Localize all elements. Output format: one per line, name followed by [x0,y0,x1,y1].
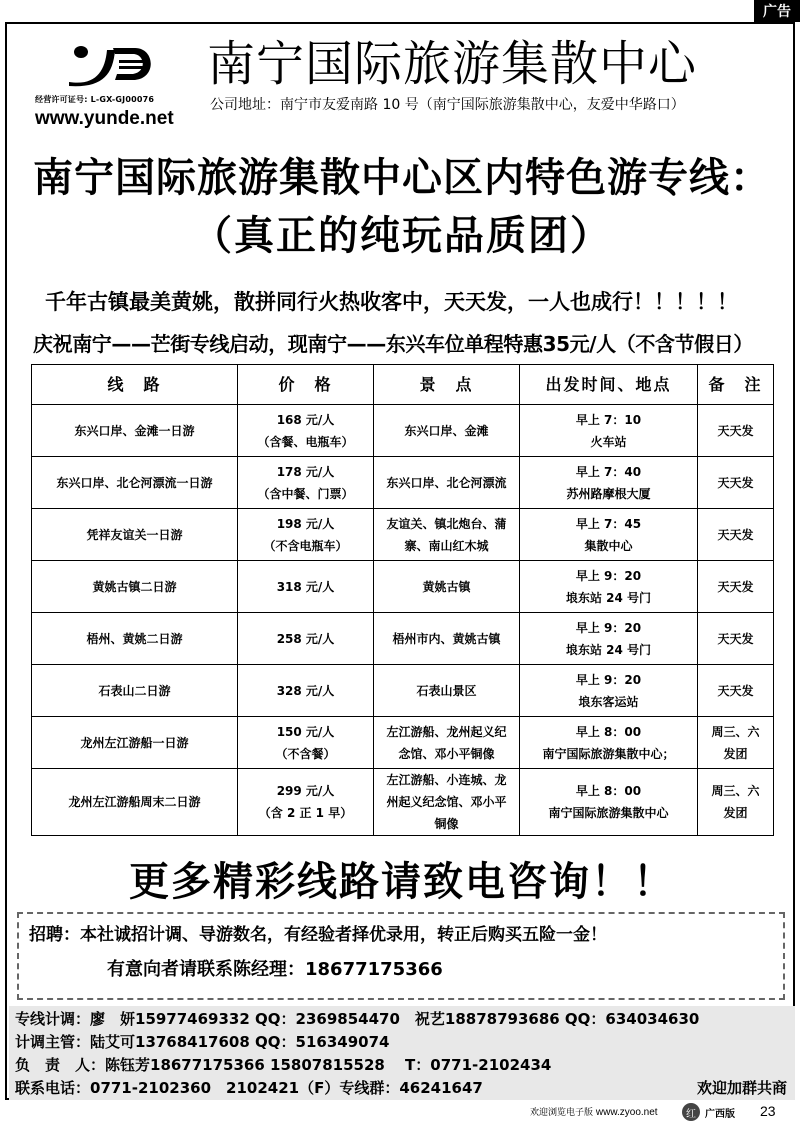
note-cell [698,405,774,457]
price-cell-line: （不含电瓶车） [263,538,348,553]
table-row [32,613,774,665]
price-cell-line: 168 元/人 [276,412,335,427]
departure-cell [520,665,698,717]
route-cell-line: 石表山二日游 [98,683,171,698]
note-cell-line: 天天发 [717,527,754,542]
footer-browse [530,1105,658,1118]
departure-cell-line: 早上 7：40 [575,464,642,479]
table-row [32,717,774,769]
note-cell-line: 发团 [723,746,748,761]
departure-cell [520,405,698,457]
departure-cell-line: 埌东客运站 [578,694,639,709]
column-header-sights: 景 点 [374,365,520,405]
contact-line-dispatch: 专线计调：廖 妍15977469332 QQ：2369854470 祝艺18878793686 QQ：634034630 [15,1010,700,1028]
note-cell [698,665,774,717]
price-cell-line: 178 元/人 [276,464,335,479]
sights-cell-line: 铜像 [434,817,459,831]
sights-cell [374,717,520,769]
route-cell [32,457,238,509]
departure-cell-line: 埌东站 24 号门 [565,590,652,605]
note-cell [698,457,774,509]
price-cell [238,561,374,613]
advertisement-frame [5,22,795,1100]
price-cell-line: 258 元/人 [276,631,335,646]
price-cell-line: （不含餐） [275,746,336,761]
sights-cell [374,769,520,836]
departure-cell-line: 火车站 [590,434,627,449]
table-row [32,665,774,717]
company-logo [35,36,195,136]
sights-cell [374,613,520,665]
sights-cell-line: 梧州市内、黄姚古镇 [392,631,501,646]
departure-cell-line: 早上 9：20 [575,620,642,635]
departure-cell-line: 埌东站 24 号门 [565,642,652,657]
red-badge-icon: 红 [682,1103,700,1121]
contact-line-manager: 负 责 人：陈钰芳18677175366 15807815528 T：0771-2102434 [15,1056,552,1074]
contact-phone-text: 联系电话：0771-2102360 2102421（F）专线群：46241647 [15,1079,483,1097]
price-cell-line: （含中餐、门票） [257,486,354,501]
yunde-logo-icon [65,42,155,88]
column-header-departure: 出发时间、地点 [520,365,698,405]
note-cell [698,561,774,613]
price-cell-line: 328 元/人 [276,683,335,698]
page-number: 23 [760,1103,776,1119]
website-url: www.yunde.net [35,108,174,129]
price-cell-line: （含餐、电瓶车） [257,434,354,449]
departure-cell-line: 早上 8：00 [575,724,642,739]
departure-cell-line: 早上 7：45 [575,516,642,531]
route-cell [32,405,238,457]
slogan: 千年古镇最美黄姚，散拼同行火热收客中，天天发，一人也成行！！！！！ [45,290,738,314]
headline-sub: （真正的纯玩品质团） [192,213,612,259]
welcome-text: 欢迎加群共商 [696,1079,787,1097]
departure-cell-line: 早上 8：00 [575,784,642,798]
route-cell [32,509,238,561]
departure-cell-line: 早上 7：10 [575,412,642,427]
price-cell [238,717,374,769]
price-cell-line: （含 2 正 1 早） [258,806,353,820]
footer-browse-label: 欢迎浏览电子版 [530,1108,594,1118]
price-cell [238,665,374,717]
price-cell [238,405,374,457]
column-header-route: 线 路 [32,365,238,405]
sights-cell [374,509,520,561]
route-cell-line: 凭祥友谊关一日游 [86,527,183,542]
departure-cell [520,769,698,836]
company-name: 南宁国际旅游集散中心 [207,36,698,92]
sights-cell [374,457,520,509]
table-row [32,405,774,457]
departure-cell-line: 南宁国际旅游集散中心 [548,806,669,820]
table-row [32,457,774,509]
sights-cell [374,405,520,457]
departure-cell-line: 早上 9：20 [575,568,642,583]
company-address: 公司地址：南宁市友爱南路 10 号（南宁国际旅游集散中心，友爱中华路口） [210,97,685,113]
sights-cell-line: 寨、南山红木城 [404,538,489,553]
sights-cell-line: 友谊关、镇北炮台、蒲 [386,516,507,531]
table-row [32,769,774,836]
route-cell [32,613,238,665]
sights-cell-line: 念馆、邓小平铜像 [398,746,495,761]
sights-cell [374,665,520,717]
headline-main: 南宁国际旅游集散中心区内特色游专线： [33,155,771,201]
license-number: 经营许可证号: L-GX-GJ00076 [35,95,155,104]
route-cell [32,769,238,836]
column-header-price: 价 格 [238,365,374,405]
sights-cell-line: 左江游船、小连城、龙 [386,773,507,787]
note-cell-line: 天天发 [717,423,754,438]
sights-cell-line: 州起义纪念馆、邓小平 [386,795,507,809]
ad-tag: 广告 [754,0,800,22]
page-footer [0,1100,800,1124]
price-cell [238,457,374,509]
price-cell-line: 198 元/人 [276,516,335,531]
departure-cell [520,613,698,665]
note-cell-line: 周三、六 [711,784,760,798]
price-cell [238,613,374,665]
note-cell [698,509,774,561]
table-row [32,509,774,561]
price-cell-line: 150 元/人 [276,724,335,739]
more-routes-call: 更多精彩线路请致电咨询！！ [129,859,675,905]
note-cell-line: 发团 [723,806,748,820]
recruitment-contact: 有意向者请联系陈经理：18677175366 [107,959,443,980]
note-cell [698,769,774,836]
route-cell [32,561,238,613]
route-cell [32,665,238,717]
promo-banner: 庆祝南宁——芒街专线启动，现南宁——东兴车位单程特惠35元/人（不含节假日） [33,332,753,356]
departure-cell [520,457,698,509]
footer-site-link[interactable]: www.zyoo.net [595,1107,658,1118]
departure-cell [520,717,698,769]
footer-edition: 广西版 [705,1109,735,1120]
sights-cell-line: 石表山景区 [416,683,477,698]
price-cell-line: 299 元/人 [276,784,335,798]
contact-line-supervisor: 计调主管：陆艾可13768417608 QQ：516349074 [15,1033,390,1051]
departure-cell-line: 苏州路摩根大厦 [566,486,651,501]
price-cell [238,509,374,561]
note-cell-line: 天天发 [717,683,754,698]
sights-cell-line: 左江游船、龙州起义纪 [386,724,507,739]
note-cell-line: 天天发 [717,579,754,594]
sights-cell [374,561,520,613]
route-cell-line: 黄姚古镇二日游 [92,579,177,594]
departure-cell-line: 南宁国际旅游集散中心； [542,746,675,761]
note-cell [698,717,774,769]
contact-line-phone [15,1077,789,1100]
departure-cell [520,509,698,561]
note-cell [698,613,774,665]
price-cell [238,769,374,836]
table-row [32,561,774,613]
departure-cell [520,561,698,613]
contact-panel [9,1006,795,1100]
route-cell-line: 龙州左江游船周末二日游 [68,795,201,809]
route-cell-line: 梧州、黄姚二日游 [86,631,183,646]
note-cell-line: 天天发 [717,631,754,646]
route-cell-line: 东兴口岸、金滩一日游 [74,423,195,438]
departure-cell-line: 早上 9：20 [575,672,642,687]
route-cell [32,717,238,769]
price-cell-line: 318 元/人 [276,579,335,594]
recruitment-box [17,912,785,1000]
note-cell-line: 周三、六 [711,724,760,739]
departure-cell-line: 集散中心 [584,538,633,553]
sights-cell-line: 东兴口岸、金滩 [404,423,489,438]
route-cell-line: 龙州左江游船一日游 [80,735,189,750]
column-header-note: 备 注 [698,365,774,405]
sights-cell-line: 东兴口岸、北仑河漂流 [386,475,507,490]
routes-table [31,364,774,836]
table-header-row [32,365,774,405]
note-cell-line: 天天发 [717,475,754,490]
sights-cell-line: 黄姚古镇 [422,579,471,594]
route-cell-line: 东兴口岸、北仑河漂流一日游 [56,475,213,490]
recruitment-text: 招聘：本社诚招计调、导游数名，有经验者择优录用，转正后购买五险一金！ [29,925,607,945]
